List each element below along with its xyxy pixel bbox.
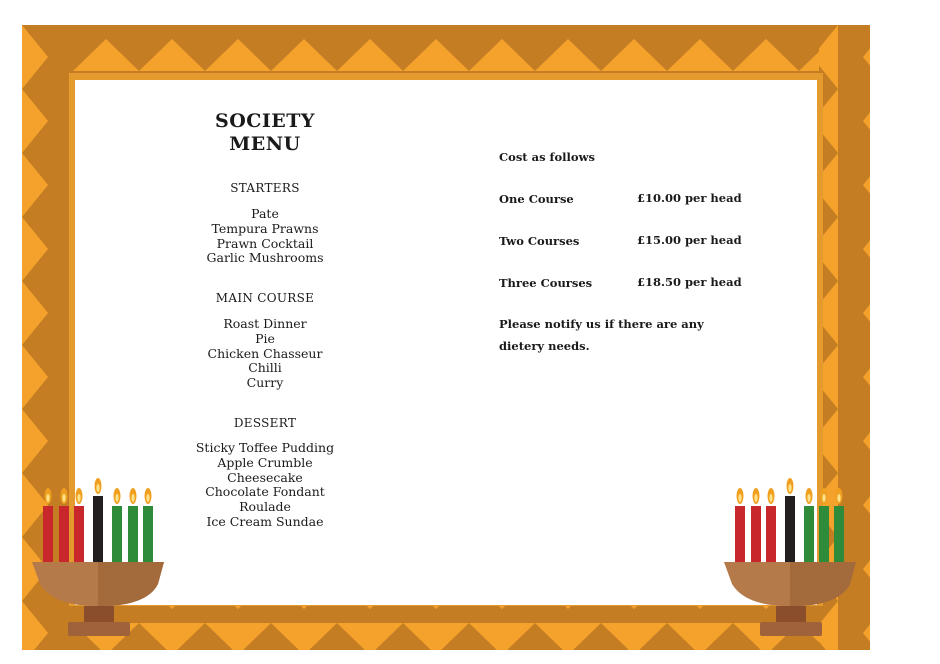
kinara-candles-icon [28, 474, 170, 646]
menu-panel [75, 80, 817, 605]
cost-price-three: £18.50 per head [637, 275, 742, 289]
cost-label-three: Three Courses [499, 276, 593, 290]
starter-item: Pate [251, 206, 279, 221]
dietary-note-line2: dietery needs. [499, 339, 590, 353]
dessert-item: Roulade [239, 499, 291, 515]
main-course-item: Curry [246, 375, 284, 391]
dessert-item: Ice Cream Sundae [206, 513, 324, 529]
starter-item: Tempura Prawns [211, 220, 319, 236]
cost-heading: Cost as follows [499, 150, 595, 164]
main-course-heading: MAIN COURSE [215, 291, 315, 305]
title-line-society: SOCIETY [215, 110, 315, 132]
main-course-item: Pie [255, 330, 275, 346]
starter-item: Garlic Mushrooms [206, 250, 324, 266]
dessert-heading: DESSERT [233, 416, 297, 430]
dessert-item: Cheesecake [227, 469, 303, 485]
cost-label-one: One Course [499, 192, 574, 206]
main-course-item: Chicken Chasseur [207, 345, 323, 361]
starters-heading: STARTERS [230, 181, 300, 195]
dessert-item: Chocolate Fondant [205, 484, 325, 500]
dietary-note-line1: Please notify us if there are any [499, 317, 704, 331]
cost-price-one: £10.00 per head [637, 191, 742, 205]
dessert-item: Sticky Toffee Pudding [195, 440, 335, 455]
dessert-item: Apple Crumble [217, 454, 313, 470]
main-course-list [190, 317, 340, 391]
cost-label-two: Two Courses [499, 234, 580, 248]
kinara-candles-icon [722, 474, 864, 646]
starter-item: Prawn Cocktail [216, 235, 314, 251]
main-course-item: Chilli [248, 360, 282, 376]
dessert-list [190, 441, 340, 530]
title-line-menu: MENU [229, 133, 301, 155]
main-course-item: Roast Dinner [223, 316, 307, 331]
starters-list [190, 207, 340, 266]
menu-title [190, 110, 340, 156]
cost-price-two: £15.00 per head [637, 233, 742, 247]
